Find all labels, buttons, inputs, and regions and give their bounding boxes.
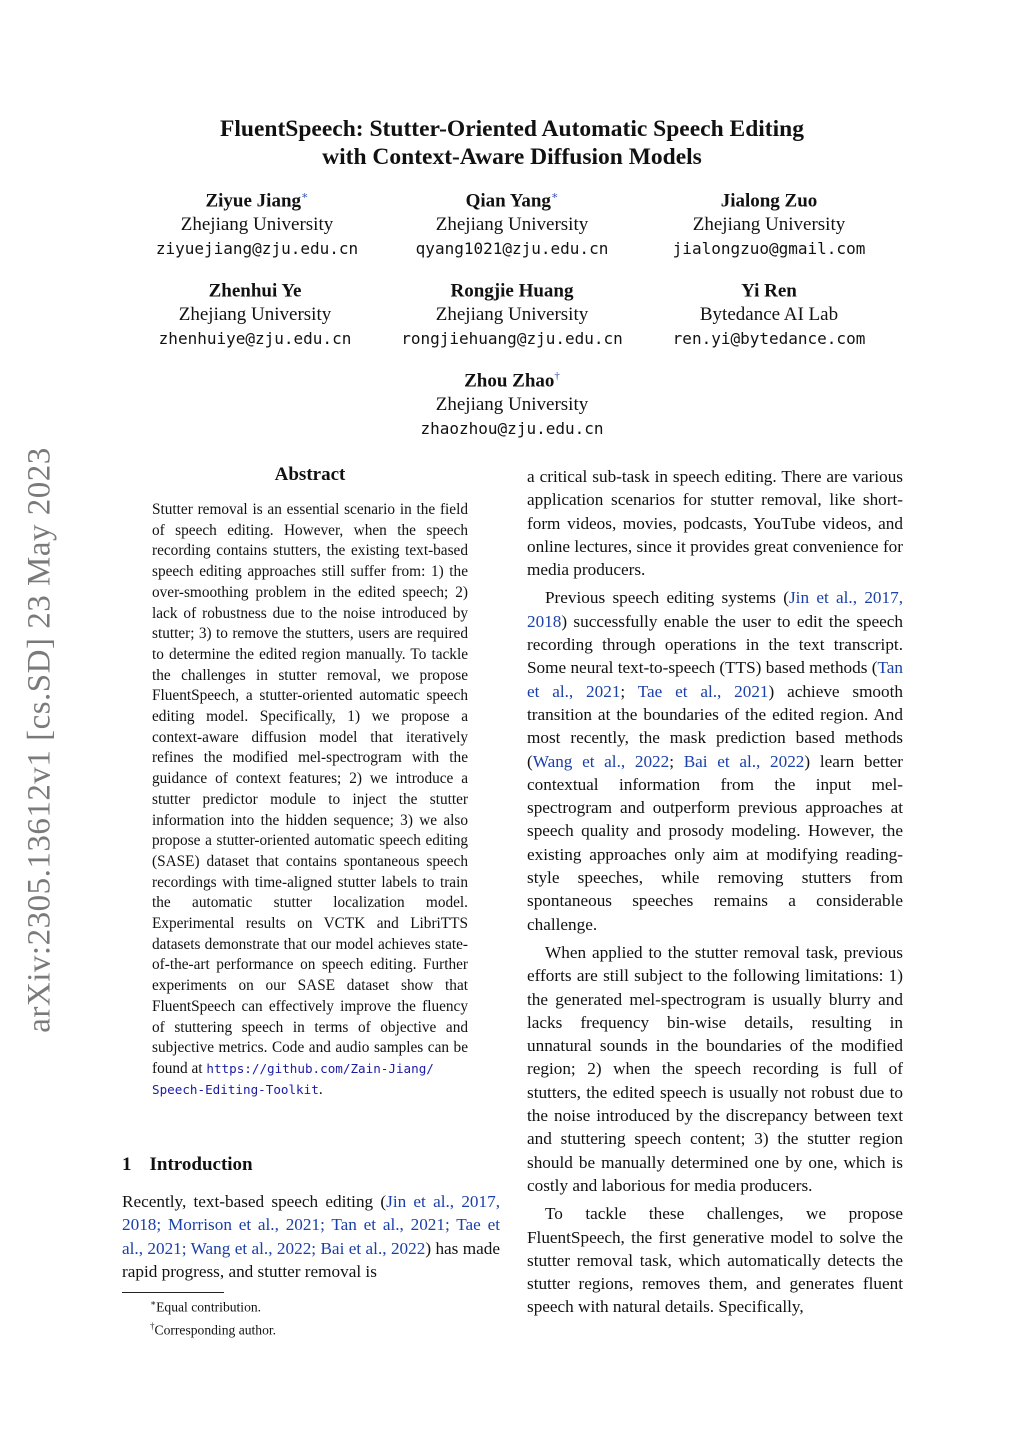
section-title: Introduction: [149, 1154, 253, 1175]
author-affiliation: Zhejiang University: [435, 214, 589, 236]
text-run: ;: [620, 681, 638, 701]
footnote-text: Equal contribution.: [156, 1299, 262, 1315]
author-name: Qian Yang: [465, 190, 551, 212]
footnote-1: [150, 1294, 276, 1317]
author-block: [629, 274, 909, 351]
citation-link[interactable]: Jin et al., 2017, 2018; Morrison et al., 2021; Tan et al., 2021; Tae et al., 2021; Wang et al., 2022; Bai et al., 2022: [122, 1192, 500, 1258]
author-name: Jialong Zuo: [720, 190, 818, 212]
author-name: Yi Ren: [741, 280, 797, 302]
citation-link[interactable]: Wang et al., 2022: [532, 751, 670, 771]
paragraph-proposal: To tackle these challenges, we propose FluentSpeech, the first generative model to solve the stutter removal task, which automatically detects the stutter regions, removes them, and generates fluent speech with natural details. Specifically,: [527, 1204, 903, 1317]
author-block: [115, 274, 395, 351]
author-name: Rongjie Huang: [450, 280, 574, 302]
author-mark: †: [554, 370, 560, 382]
abstract-text: Stutter removal is an essential scenario in the field of speech editing. However, when the speech recording contains stutters, the existing text-based speech editing approaches still suffer from: 1) the over-smoothing problem in the edited speech; 2) lack of robustness due to the noise introduced by stutter; 3) to remove the stutters, users are required to determine the edited region manually. To tackle the challenges in stutter removal, we propose FluentSpeech, a stutter-oriented automatic speech editing model. Specifically, 1) we propose a context-aware diffusion model that iteratively refines the modified mel-spectrogram with the guidance of context features; 2) we introduce a stutter predictor module to inject the stutter information into the hidden sequence; 3) we also propose a stutter-oriented automatic speech editing (SASE) dataset that contains spontaneous speech recordings with time-aligned stutter labels to train the automatic stutter localization model. Experimental results on VCTK and LibriTTS datasets demonstrate that our model achieves state-of-the-art performance on speech editing. Further experiments on our SASE dataset show that FluentSpeech can effectively improve the fluency of stuttering speech in terms of objective and subjective metrics. Code and audio samples can be found at: [152, 501, 468, 1077]
footnotes: [150, 1294, 276, 1339]
citation-link[interactable]: Tan et al., 2021: [527, 658, 903, 701]
author-block: [372, 184, 652, 261]
section-heading-introduction: [122, 1154, 253, 1176]
code-link-line-2: Speech-Editing-Toolkit: [152, 1081, 319, 1097]
text-run: ) learn better contextual information from the input mel-spectrogram and outperform previous approaches at speech quality and prosody modeling. However, the existing approaches only aim at modifying reading-style speeches, while removing stutters from spontaneous speeches remains a considerable challenge.: [527, 751, 903, 934]
intro-left-column: [122, 1190, 500, 1283]
code-link-line-1: https://github.com/Zain-Jiang/: [206, 1060, 434, 1076]
author-block: [629, 184, 909, 261]
author-email[interactable]: zhaozhou@zju.edu.cn: [420, 419, 604, 439]
paper-title: [0, 115, 1024, 171]
title-line-1: FluentSpeech: Stutter-Oriented Automatic Speech Editing: [220, 116, 804, 142]
author-name: Ziyue Jiang: [205, 190, 302, 212]
abstract-body: [152, 500, 468, 1100]
abstract-end: .: [318, 1080, 323, 1098]
author-affiliation: Zhejiang University: [435, 394, 589, 416]
author-mark: ∗: [550, 190, 559, 202]
author-email[interactable]: ziyuejiang@zju.edu.cn: [155, 239, 359, 259]
intro-paragraph-1: [122, 1190, 500, 1283]
text-run: Recently, text-based speech editing (: [122, 1192, 387, 1211]
citation-link[interactable]: Jin et al., 2017, 2018: [527, 588, 903, 631]
footnote-rule: [122, 1292, 224, 1293]
author-name: Zhou Zhao: [464, 370, 555, 392]
abstract-heading: Abstract: [274, 464, 346, 485]
footnote-text: Corresponding author.: [154, 1322, 277, 1338]
author-affiliation: Zhejiang University: [180, 214, 334, 236]
paragraph-limitations: When applied to the stutter removal task, previous efforts are still subject to the following limitations: 1) the generated mel-spectrogram is usually blurry and lacks frequency bin-wise details, resulting in unnatural sounds in the boundaries of the modified region; 2) when the speech recording is full of stutters, the edited speech is usually not robust due to the noise introduced by the discrepancy between text and stuttering speech content; 3) the stutter region should be manually determined one by one, which is costly and laborious for media producers.: [527, 942, 903, 1195]
author-block: [372, 274, 652, 351]
footnote-2: [150, 1317, 276, 1340]
author-mark: ∗: [301, 190, 309, 202]
text-run: ) has made rapid progress, and stutter removal is: [122, 1238, 500, 1281]
author-name: Zhenhui Ye: [208, 280, 302, 302]
author-email[interactable]: ren.yi@bytedance.com: [672, 329, 866, 349]
arxiv-identifier: arXiv:2305.13612v1 [cs.SD] 23 May 2023: [21, 447, 58, 1033]
author-email[interactable]: qyang1021@zju.edu.cn: [415, 239, 609, 259]
author-email[interactable]: rongjiehuang@zju.edu.cn: [401, 329, 623, 349]
paragraph-previous-systems: [527, 586, 903, 935]
section-number: 1: [122, 1154, 132, 1175]
author-email[interactable]: zhenhuiye@zju.edu.cn: [158, 329, 352, 349]
footnote-mark: †: [150, 1320, 155, 1331]
paragraph-continuation: a critical sub-task in speech editing. There are various application scenarios for stutter removal, like short-form videos, movies, podcasts, YouTube videos, and online lectures, since it provides great convenience for media producers.: [527, 467, 903, 580]
title-line-2: with Context-Aware Diffusion Models: [322, 144, 702, 170]
citation-link[interactable]: Bai et al., 2022: [683, 751, 805, 771]
author-affiliation: Bytedance AI Lab: [699, 304, 839, 326]
author-affiliation: Zhejiang University: [692, 214, 846, 236]
author-block: [372, 364, 652, 441]
footnote-mark: ∗: [150, 1298, 157, 1308]
author-affiliation: Zhejiang University: [435, 304, 589, 326]
author-email[interactable]: jialongzuo@gmail.com: [672, 239, 866, 259]
text-run: ) successfully enable the user to edit the speech recording through operations in the text transcript. Some neural text-to-speech (TTS) based methods (: [527, 611, 903, 678]
author-block: [117, 184, 397, 261]
citation-link[interactable]: Tae et al., 2021: [637, 681, 769, 701]
text-run: ;: [669, 751, 684, 771]
author-affiliation: Zhejiang University: [178, 304, 332, 326]
right-column: [527, 465, 903, 1319]
text-run: Previous speech editing systems (: [545, 588, 789, 608]
text-run: ) achieve smooth transition at the boundaries of the edited region. And most recently, the mask prediction based methods (: [527, 681, 903, 771]
